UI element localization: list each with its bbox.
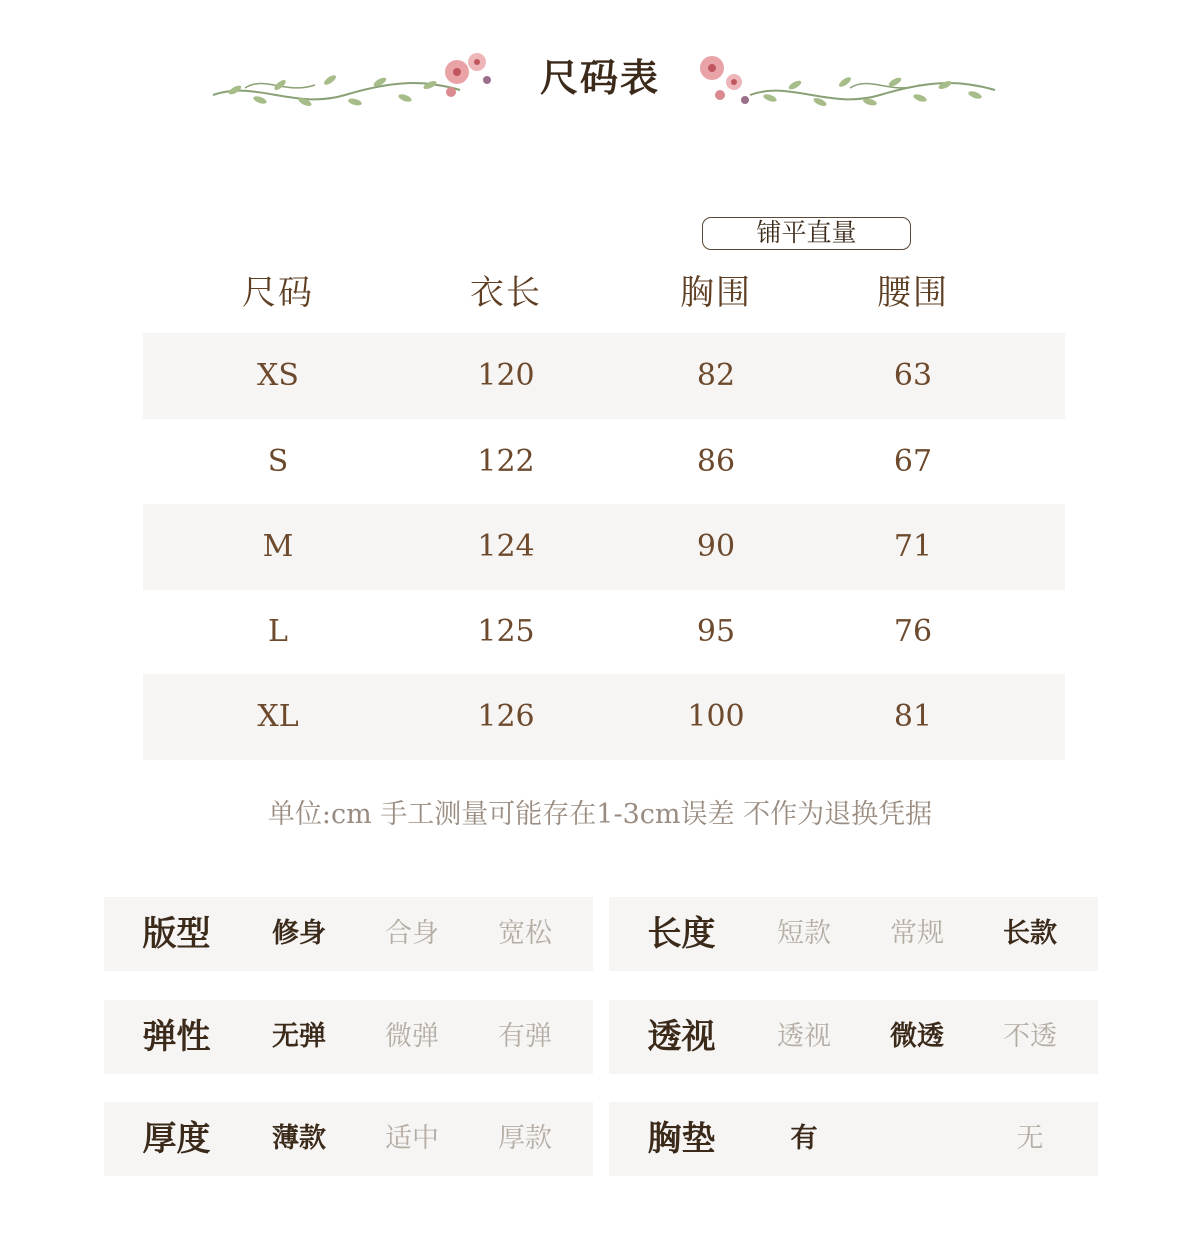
attribute-option: 无弹: [272, 1021, 326, 1052]
attribute-option: 有: [790, 1123, 818, 1154]
bust-cell: 100: [687, 699, 745, 734]
attribute-label: 长度: [647, 914, 716, 954]
waist-cell: 81: [893, 699, 933, 734]
attribute-option: 宽松: [498, 918, 552, 949]
waist-cell: 71: [893, 529, 933, 564]
measurement-method-badge: 铺平直量: [702, 217, 911, 250]
attribute-option: 不透: [1003, 1021, 1057, 1052]
attribute-label: 版型: [142, 914, 211, 954]
attribute-option: 透视: [777, 1021, 831, 1052]
attribute-option: 薄款: [272, 1123, 326, 1154]
attribute-option: 有弹: [498, 1021, 552, 1052]
bust-cell: 90: [696, 529, 736, 564]
attribute-option: 微弹: [385, 1021, 439, 1052]
waist-cell: 76: [893, 614, 933, 649]
right-floral-vine-icon: [690, 40, 1005, 120]
bust-cell: 95: [696, 614, 736, 649]
table-row: [143, 589, 1065, 675]
attribute-stretch: [104, 1000, 593, 1074]
length-cell: 120: [477, 358, 535, 393]
attribute-fit: [104, 897, 593, 971]
header-bust: 胸围: [680, 273, 752, 313]
waist-cell: 63: [893, 358, 933, 393]
attribute-label: 胸垫: [647, 1119, 716, 1159]
size-cell: S: [267, 444, 289, 479]
table-row: [143, 333, 1065, 419]
attribute-option: 适中: [385, 1123, 439, 1154]
length-cell: 126: [477, 699, 535, 734]
length-cell: 125: [477, 614, 535, 649]
page-title: 尺码表: [539, 55, 660, 100]
attribute-option: 长款: [1003, 918, 1057, 949]
left-floral-vine-icon: [205, 40, 500, 120]
attribute-option: 微透: [890, 1021, 944, 1052]
attribute-option: 修身: [272, 918, 326, 949]
length-cell: 122: [477, 444, 535, 479]
attribute-padding: [609, 1102, 1098, 1176]
table-row: [143, 419, 1065, 505]
attribute-label: 厚度: [142, 1119, 211, 1159]
attribute-option: 常规: [890, 918, 944, 949]
bust-cell: 86: [696, 444, 736, 479]
attribute-label: 透视: [647, 1017, 716, 1057]
size-cell: XL: [257, 699, 299, 734]
table-row: [143, 674, 1065, 760]
attribute-option: [862, 1102, 972, 1176]
length-cell: 124: [477, 529, 535, 564]
size-cell: XS: [257, 358, 299, 393]
attribute-option: 合身: [385, 918, 439, 949]
attribute-length: [609, 897, 1098, 971]
size-cell: L: [268, 614, 288, 649]
size-cell: M: [262, 529, 294, 564]
bust-cell: 82: [696, 358, 736, 393]
table-row: [143, 504, 1065, 590]
header-waist: 腰围: [877, 273, 949, 313]
attribute-thickness: [104, 1102, 593, 1176]
waist-cell: 67: [893, 444, 933, 479]
header-length: 衣长: [470, 273, 542, 313]
attribute-option: 短款: [777, 918, 831, 949]
attribute-label: 弹性: [142, 1017, 211, 1057]
attribute-sheerness: [609, 1000, 1098, 1074]
header-size: 尺码: [242, 273, 314, 313]
attribute-option: 厚款: [498, 1123, 552, 1154]
measurement-note: 单位:cm 手工测量可能存在1-3cm误差 不作为退换凭据: [267, 799, 933, 830]
attribute-option: 无: [1016, 1123, 1044, 1154]
